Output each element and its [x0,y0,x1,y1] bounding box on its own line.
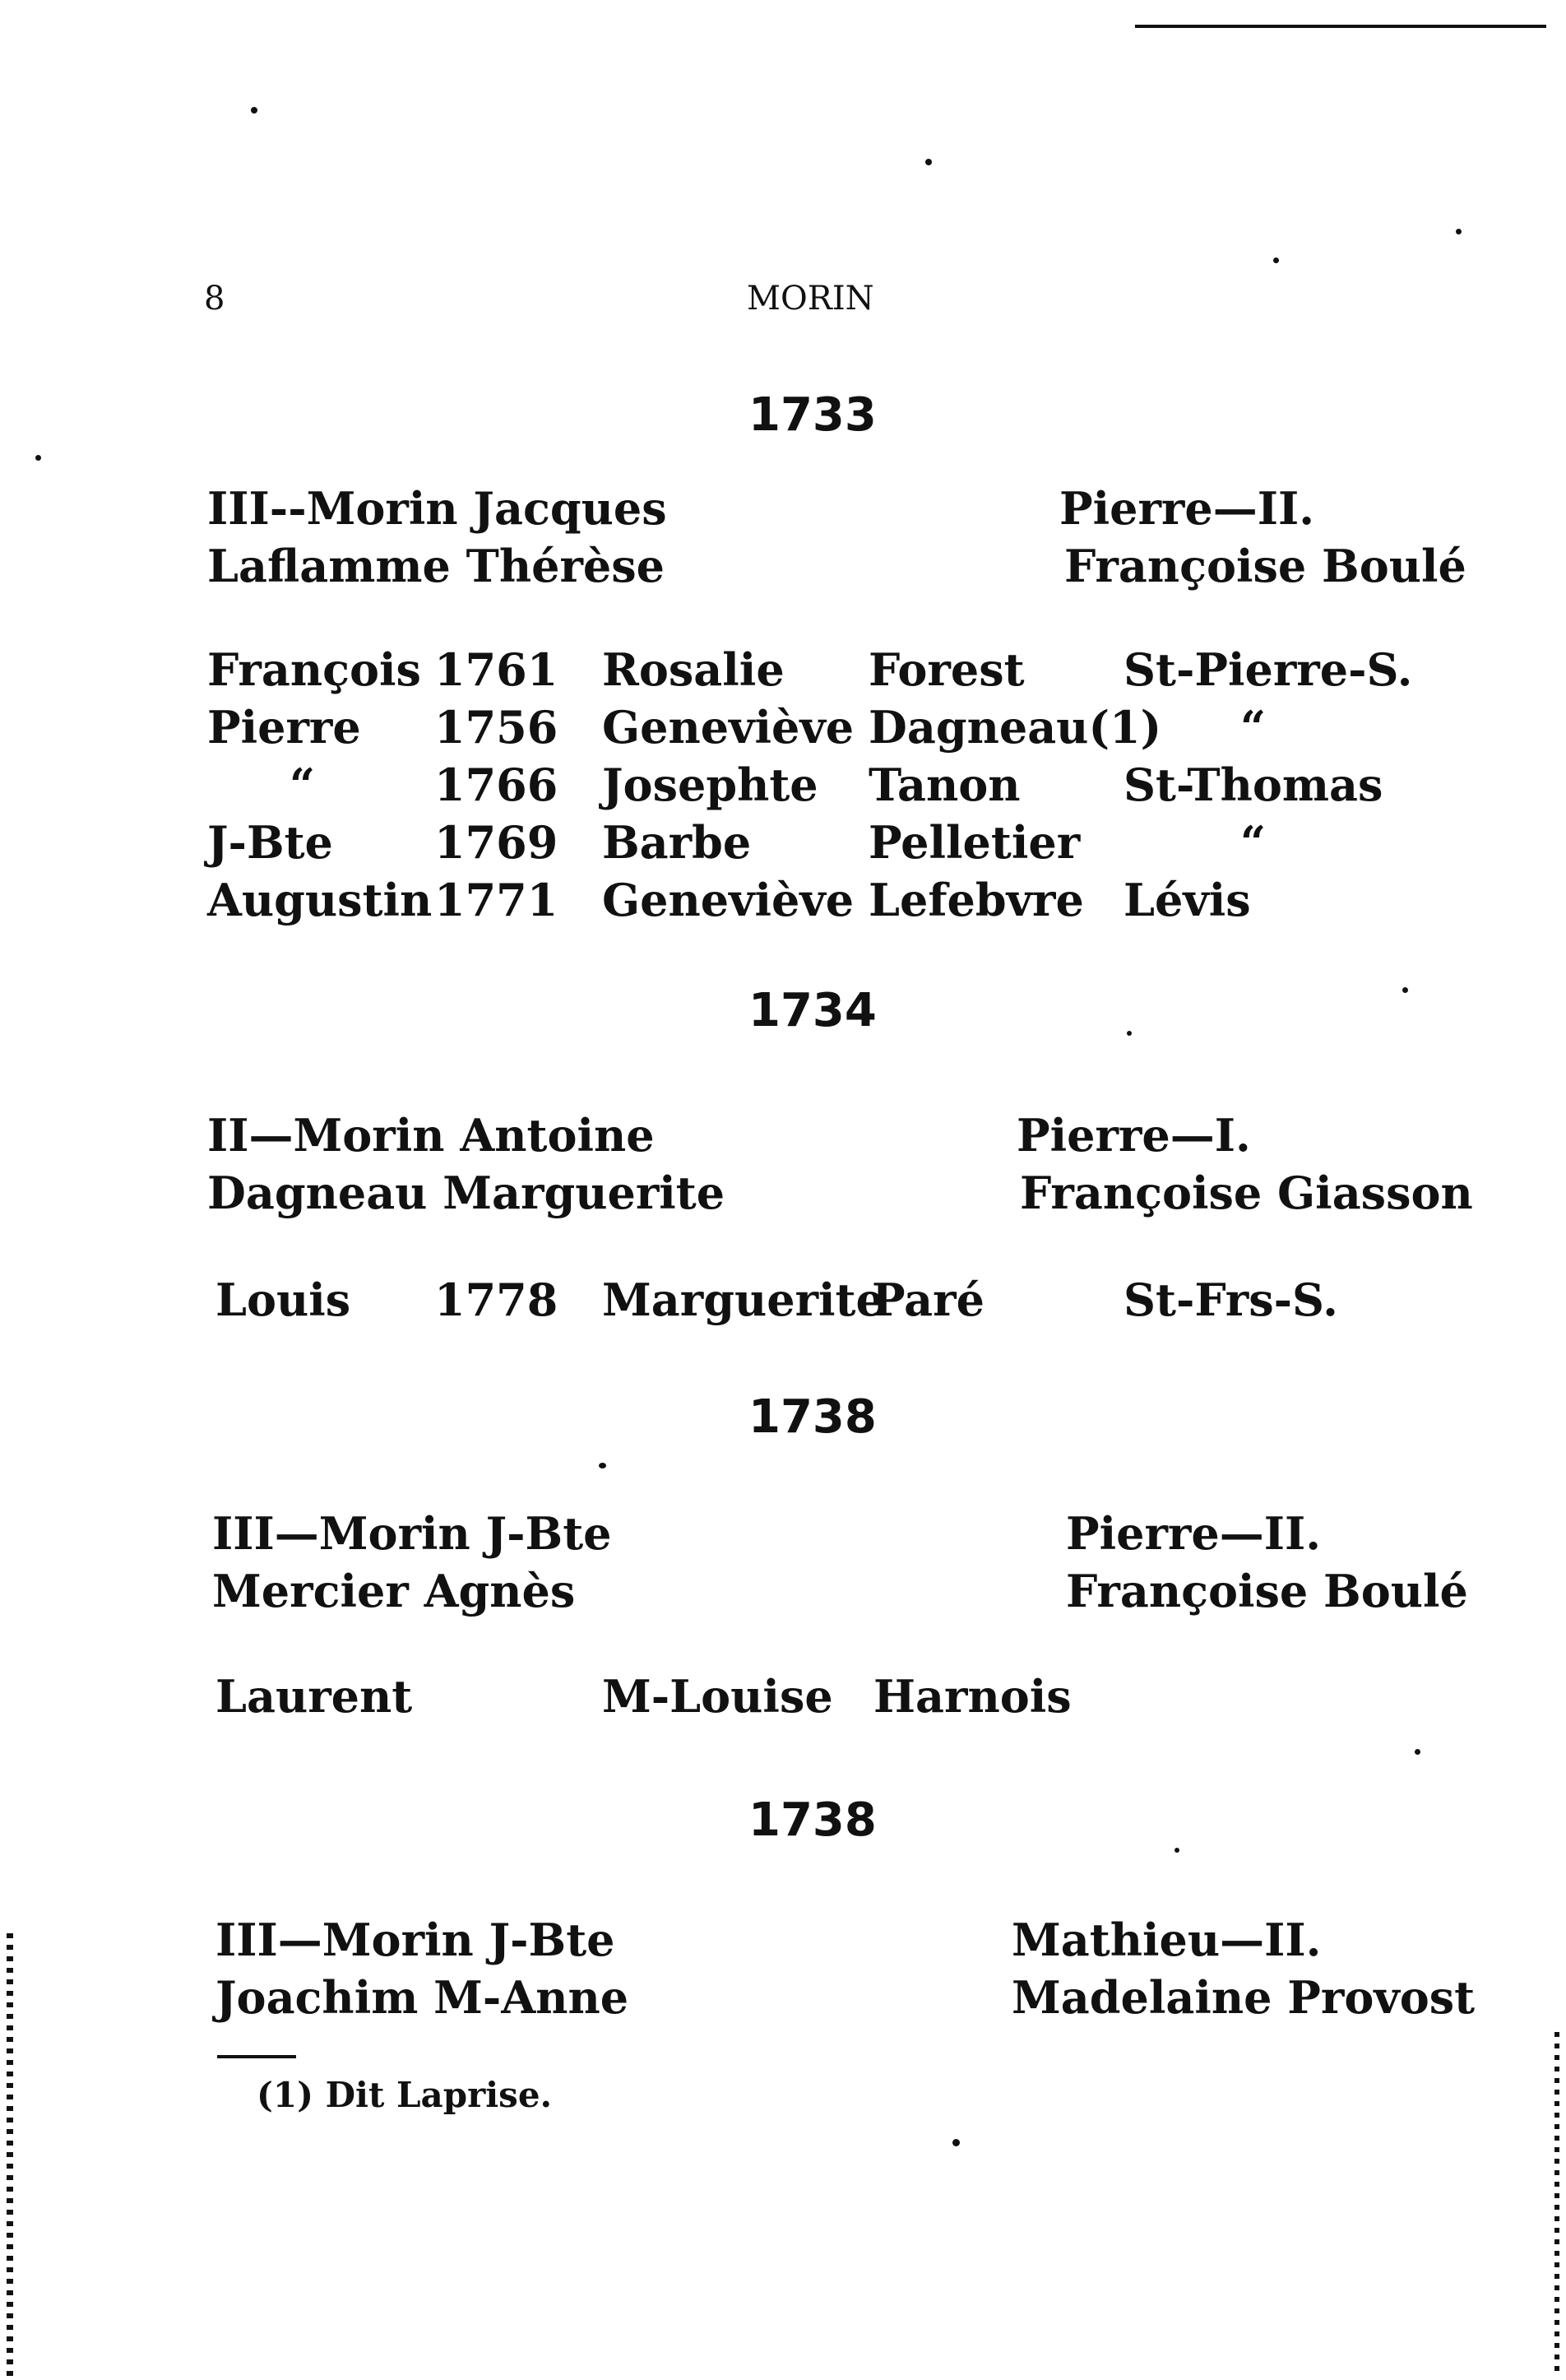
child-parish: St-Thomas [1124,759,1383,811]
child-name: Laurent [215,1670,413,1723]
husband-parents: Pierre—II. [1059,482,1315,535]
child-marriage-year: 1778 [434,1274,558,1326]
footnote-rule [217,2055,296,2058]
scan-speck [1456,229,1462,234]
page-number: 8 [204,280,226,318]
child-spouse-first: Geneviève [602,701,855,754]
wife-parents: Françoise Giasson [1020,1167,1473,1219]
child-name: “ [290,759,316,811]
child-spouse-first: Marguerite [602,1274,884,1326]
husband-name: III--Morin Jacques [207,482,667,535]
marriage-year: 1733 [748,388,877,442]
child-name: J-Bte [207,816,333,869]
wife-name: Dagneau Marguerite [207,1167,725,1219]
child-spouse-first: M-Louise [602,1670,833,1723]
husband-parents: Pierre—II. [1066,1507,1322,1560]
child-parish: “ [1240,816,1267,869]
scan-speck [599,1463,606,1468]
child-spouse-last: Dagneau(1) [869,701,1162,754]
child-spouse-last: Forest [869,643,1025,696]
wife-name: Mercier Agnès [212,1565,576,1617]
child-spouse-first: Geneviève [602,874,855,926]
child-spouse-last: Paré [872,1274,985,1326]
child-name: Augustin [207,874,433,926]
husband-parents: Mathieu—II. [1012,1914,1322,1966]
wife-parents: Françoise Boulé [1066,1565,1468,1617]
scan-edge-right [1554,2032,1559,2378]
husband-name: III—Morin J-Bte [212,1507,612,1560]
child-name: François [207,643,421,696]
husband-name: III—Morin J-Bte [215,1914,615,1966]
child-parish: St-Frs-S. [1124,1274,1338,1326]
child-name: Louis [215,1274,351,1326]
child-spouse-last: Harnois [873,1670,1072,1723]
child-parish: “ [1240,701,1267,754]
child-spouse-first: Josephte [602,759,818,811]
marriage-year: 1734 [748,984,877,1037]
child-marriage-year: 1766 [434,759,558,811]
child-marriage-year: 1756 [434,701,558,754]
husband-parents: Pierre—I. [1017,1109,1251,1162]
child-spouse-last: Tanon [869,759,1021,811]
child-name: Pierre [207,701,361,754]
child-spouse-last: Lefebvre [869,874,1084,926]
child-spouse-last: Pelletier [869,816,1081,869]
marriage-year: 1738 [748,1793,877,1847]
wife-name: Joachim M-Anne [215,1971,629,2024]
scan-speck [952,2139,960,2146]
scan-edge-left [7,1933,13,2378]
marriage-year: 1738 [748,1390,877,1444]
footnote: (1) Dit Laprise. [257,2075,553,2115]
scan-speck [251,107,257,114]
husband-name: II—Morin Antoine [207,1109,655,1162]
running-title: MORIN [747,280,874,318]
child-spouse-first: Barbe [602,816,752,869]
scan-speck [1174,1848,1179,1853]
scan-speck [925,159,932,165]
scan-speck [35,455,41,461]
scan-speck [1402,987,1408,993]
scan-top-streak [1135,25,1546,28]
child-parish: St-Pierre-S. [1124,643,1413,696]
child-marriage-year: 1771 [434,874,558,926]
scan-speck [1127,1031,1132,1036]
wife-parents: Madelaine Provost [1012,1971,1476,2024]
child-parish: Lévis [1124,874,1251,926]
wife-parents: Françoise Boulé [1064,540,1466,592]
child-spouse-first: Rosalie [602,643,785,696]
scan-speck [1273,257,1279,263]
scan-speck [1415,1749,1420,1755]
child-marriage-year: 1769 [434,816,558,869]
wife-name: Laflamme Thérèse [207,540,665,592]
child-marriage-year: 1761 [434,643,558,696]
